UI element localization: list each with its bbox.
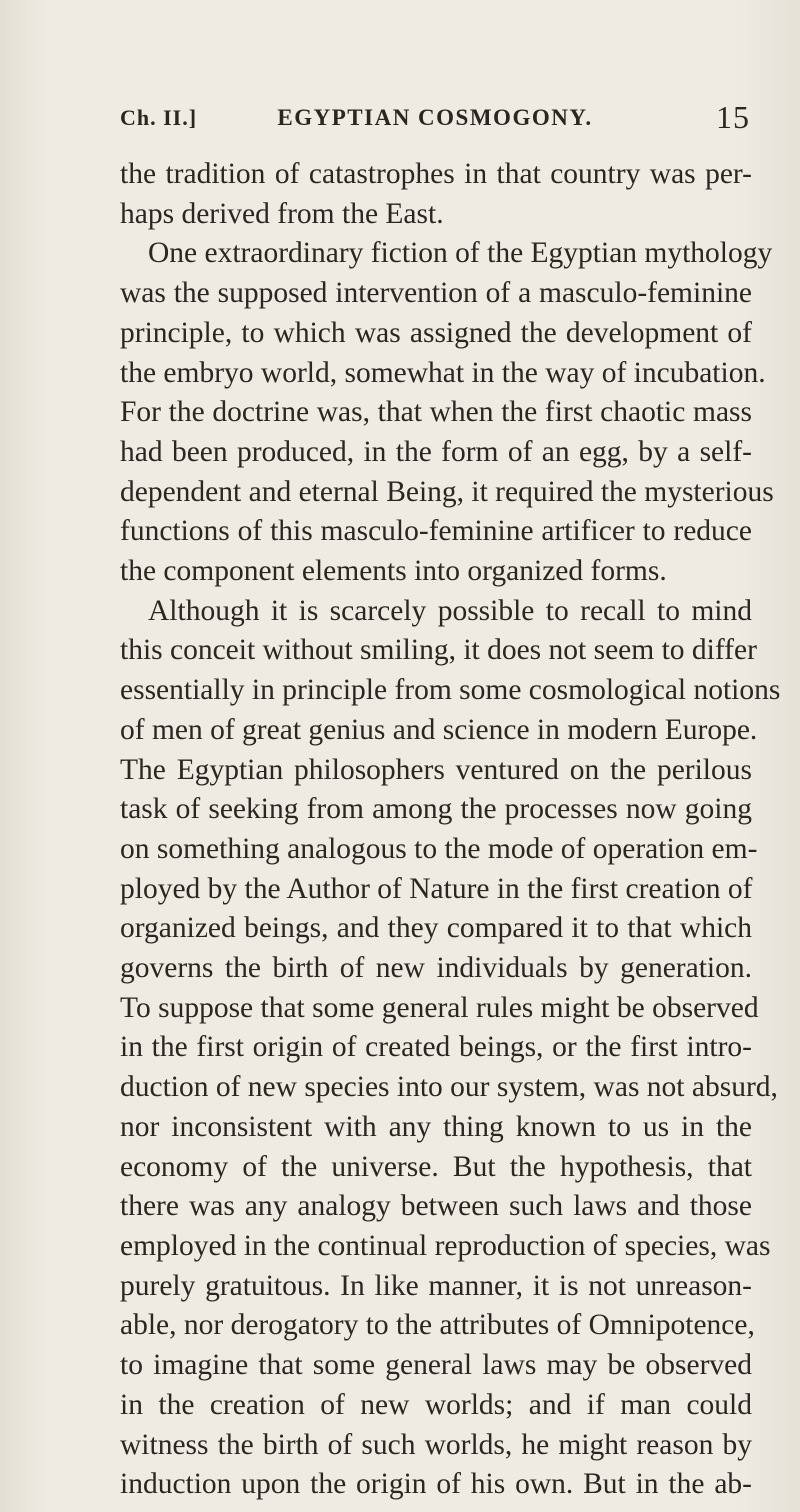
running-head [120, 101, 750, 141]
text-line: able, nor derogatory to the attributes of Omnipotence, [120, 1309, 755, 1342]
text-line: nor inconsistent with any thing known to us in the [120, 1110, 752, 1143]
text-line: For the doctrine was, that when the first chaotic mass [120, 396, 752, 429]
body-text [120, 155, 781, 1505]
text-line: witness the birth of such worlds, he might reason by [120, 1428, 752, 1461]
text-line: task of seeking from among the processes now going [120, 793, 752, 826]
text-line: employed in the continual reproduction of species, was [120, 1229, 771, 1262]
text-line: To suppose that some general rules might be observed [120, 991, 759, 1024]
text-line: the tradition of catastrophes in that country was per- [120, 158, 752, 190]
text-line: principle, to which was assigned the development of [120, 316, 752, 349]
text-line: economy of the universe. But the hypothesis, that [120, 1150, 752, 1183]
paragraph-first-line: Although it is scarcely possible to recall to mind [148, 594, 752, 627]
text-line: in the creation of new worlds; and if man could [120, 1388, 752, 1421]
text-line: haps derived from the East. [120, 197, 444, 230]
text-line: there was any analogy between such laws and those [120, 1190, 752, 1223]
chapter-reference: Ch. II.] [120, 105, 198, 130]
paragraph-first-line: One extraordinary fiction of the Egyptian mythology [148, 237, 773, 270]
text-line: functions of this masculo-feminine artificer to reduce [120, 515, 752, 548]
text-line: organized beings, and they compared it to that which [120, 912, 752, 945]
text-line: the embryo world, somewhat in the way of incubation. [120, 356, 766, 389]
text-line: ployed by the Author of Nature in the first creation of [120, 872, 753, 905]
text-line: was the supposed intervention of a masculo-feminine [120, 277, 752, 310]
text-line: to imagine that some general laws may be observed [120, 1349, 752, 1382]
text-line: The Egyptian philosophers ventured on the perilous [120, 753, 752, 786]
text-line: governs the birth of new individuals by generation. [120, 952, 752, 985]
text-line: purely gratuitous. In like manner, it is not unreason- [120, 1269, 752, 1302]
text-line: of men of great genius and science in modern Europe. [120, 713, 758, 746]
text-line: dependent and eternal Being, it required the mysterious [120, 475, 774, 508]
text-line: essentially in principle from some cosmological notions [120, 674, 781, 707]
text-line: in the first origin of created beings, or the first intro- [120, 1031, 752, 1064]
text-line: had been produced, in the form of an egg, by a self- [120, 435, 752, 468]
text-line: on something analogous to the mode of operation em- [120, 832, 758, 865]
text-line: the component elements into organized forms. [120, 555, 667, 588]
text-line: this conceit without smiling, it does not seem to differ [120, 634, 757, 667]
text-line: duction of new species into our system, was not absurd, [120, 1071, 778, 1104]
text-line: induction upon the origin of his own. But in the ab- [120, 1468, 752, 1501]
page-number: 15 [716, 99, 750, 135]
page-title: EGYPTIAN COSMOGONY. [277, 105, 593, 130]
